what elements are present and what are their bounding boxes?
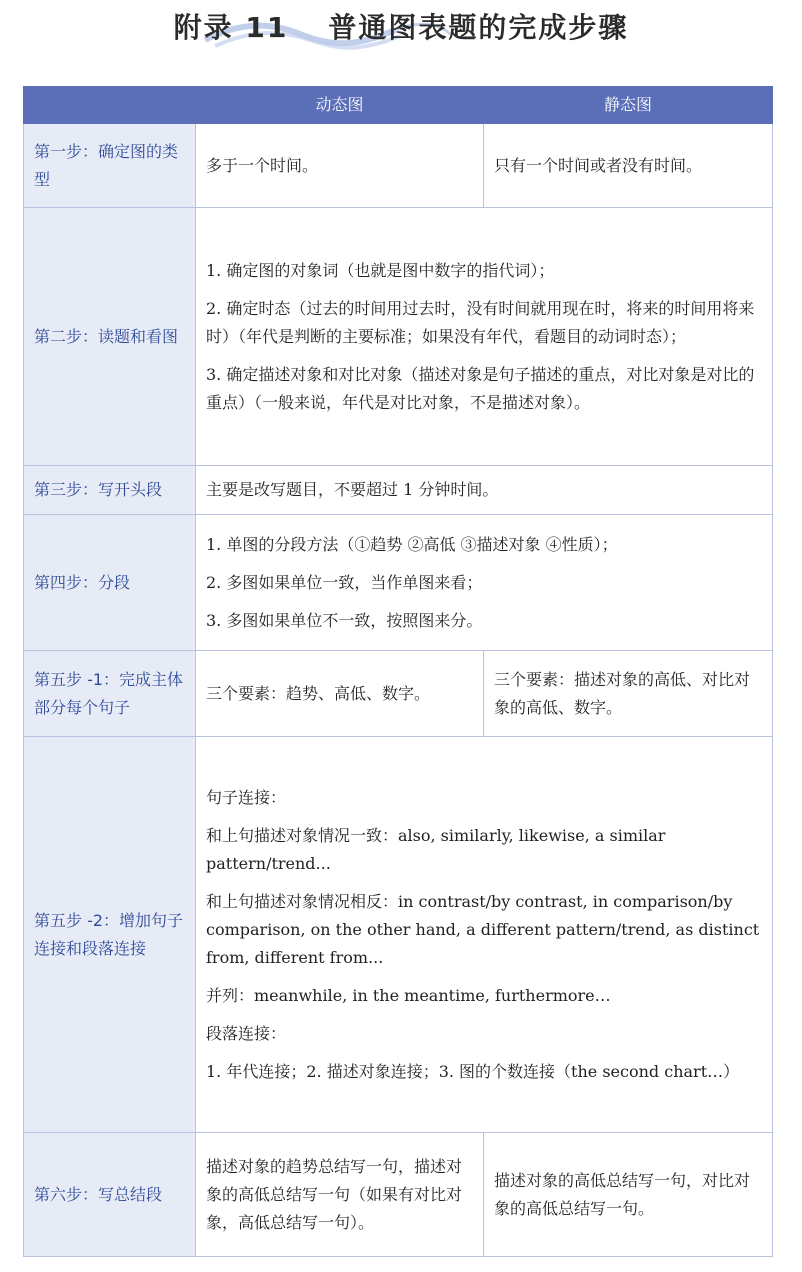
step-label: 第二步：读题和看图 (24, 208, 196, 466)
content-line: 1. 年代连接；2. 描述对象连接；3. 图的个数连接（the second chart…） (206, 1061, 740, 1081)
step-label: 第五步 -1：完成主体部分每个句子 (24, 651, 196, 737)
step-label: 第五步 -2：增加句子连接和段落连接 (24, 737, 196, 1133)
table-row (24, 1133, 773, 1257)
page-title (0, 6, 802, 46)
static-cell: 描述对象的高低总结写一句，对比对象的高低总结写一句。 (484, 1133, 773, 1257)
content-line: 并列：meanwhile, in the meantime, furthermore… (206, 985, 611, 1005)
content-cell (196, 737, 773, 1133)
column-header-static: 静态图 (484, 87, 773, 124)
table-row (24, 651, 773, 737)
appendix-label: 附录 11 (173, 11, 289, 44)
table-header-row (24, 87, 773, 124)
content-line: 1. 确定图的对象词（也就是图中数字的指代词）； (206, 260, 555, 280)
content-line: 句子连接： (206, 787, 287, 807)
content-line: 和上句描述对象情况一致：also, similarly, likewise, a similar pattern/trend... (206, 825, 666, 873)
column-header-dynamic: 动态图 (196, 87, 484, 124)
step-label: 第六步：写总结段 (24, 1133, 196, 1257)
content-line: 2. 确定时态（过去的时间用过去时，没有时间就用现在时，将来的时间用将来时）（年代是判断的主要标准；如果没有年代，看题目的动词时态）； (206, 298, 755, 346)
content-line: 2. 多图如果单位一致，当作单图来看； (206, 572, 483, 592)
content-cell (196, 208, 773, 466)
content-line: 1. 单图的分段方法（①趋势 ②高低 ③描述对象 ④性质）； (206, 534, 618, 554)
static-cell: 三个要素：描述对象的高低、对比对象的高低、数字。 (484, 651, 773, 737)
step-label: 第一步：确定图的类型 (24, 124, 196, 208)
column-header-step (24, 87, 196, 124)
content-line: 和上句描述对象情况相反：in contrast/by contrast, in comparison/by comparison, on the other hand, a different pattern/trend, as distinct from, different from... (206, 891, 760, 967)
title-text: 普通图表题的完成步骤 (328, 11, 629, 44)
table-row (24, 466, 773, 515)
content-cell (196, 515, 773, 651)
table-row (24, 515, 773, 651)
dynamic-cell: 三个要素：趋势、高低、数字。 (196, 651, 484, 737)
table-row (24, 124, 773, 208)
page-header (0, 0, 802, 60)
content-line: 3. 确定描述对象和对比对象（描述对象是句子描述的重点，对比对象是对比的重点）（一般来说，年代是对比对象，不是描述对象）。 (206, 364, 755, 412)
content-cell (196, 466, 773, 515)
step-label: 第四步：分段 (24, 515, 196, 651)
content-line: 主要是改写题目，不要超过 1 分钟时间。 (206, 480, 499, 499)
dynamic-cell: 多于一个时间。 (196, 124, 484, 208)
table-row (24, 208, 773, 466)
content-line: 3. 多图如果单位不一致，按照图来分。 (206, 610, 483, 630)
steps-table (23, 86, 773, 1257)
step-label: 第三步：写开头段 (24, 466, 196, 515)
content-line: 段落连接： (206, 1023, 287, 1043)
static-cell: 只有一个时间或者没有时间。 (484, 124, 773, 208)
dynamic-cell: 描述对象的趋势总结写一句，描述对象的高低总结写一句（如果有对比对象，高低总结写一句）。 (196, 1133, 484, 1257)
table-row (24, 737, 773, 1133)
